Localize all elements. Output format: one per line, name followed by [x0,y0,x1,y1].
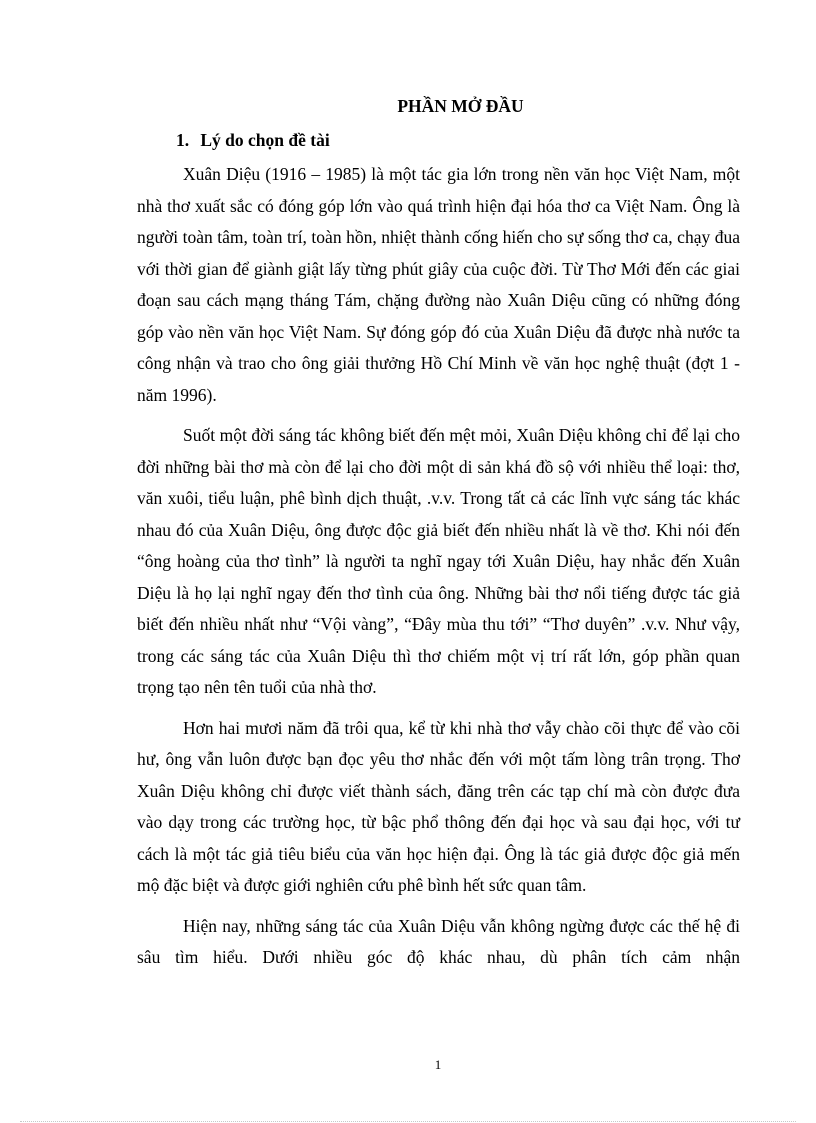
section-label: Lý do chọn đề tài [200,130,330,150]
paragraph: Hơn hai mươi năm đã trôi qua, kể từ khi nhà thơ vẫy chào cõi thực để vào cõi hư, ông vẫn luôn được bạn đọc yêu thơ nhắc đến với một tấm lòng trân trọng. Thơ Xuân Diệu không chỉ được viết thành sách, đăng trên các tạp chí mà còn được đưa vào dạy trong các trường học, từ bậc phổ thông đến đại học và sau đại học, với tư cách là một tác giả tiêu biểu của văn học hiện đại. Ông là tác giả được độc giả mến mộ đặc biệt và được giới nghiên cứu phê bình hết sức quan tâm. [137,717,740,895]
page-number: 1 [434,1057,442,1072]
page-divider [20,1121,796,1122]
paragraph: Xuân Diệu (1916 – 1985) là một tác gia lớn trong nền văn học Việt Nam, một nhà thơ xuất sắc có đóng góp lớn vào quá trình hiện đại hóa thơ ca Việt Nam. Ông là người toàn tâm, toàn trí, toàn hồn, nhiệt thành cống hiến cho sự sống thơ ca, chạy đua với thời gian để giành giật lấy từng phút giây của cuộc đời. Từ Thơ Mới đến các giai đoạn sau cách mạng tháng Tám, chặng đường nào Xuân Diệu cũng có những đóng góp vào nền văn học Việt Nam. Sự đóng góp đó của Xuân Diệu đã được nhà nước ta công nhận và trao cho ông giải thưởng Hồ Chí Minh về văn học nghệ thuật (đợt 1 - năm 1996). [137,164,740,405]
body-text [137,159,740,983]
paragraph: Suốt một đời sáng tác không biết đến mệt mỏi, Xuân Diệu không chỉ để lại cho đời những bài thơ mà còn để lại cho đời một di sản khá đồ sộ với nhiều thể loại: thơ, văn xuôi, tiểu luận, phê bình dịch thuật, .v.v. Trong tất cả các lĩnh vực sáng tác khác nhau đó của Xuân Diệu, ông được độc giả biết đến nhiều nhất là về thơ. Khi nói đến “ông hoàng của thơ tình” là người ta nghĩ ngay tới Xuân Diệu, hay nhắc đến Xuân Diệu là họ lại nghĩ ngay đến thơ tình của ông. Những bài thơ nổi tiếng được tác giả biết đến nhiều nhất như “Vội vàng”, “Đây mùa thu tới” “Thơ duyên” .v.v. Như vậy, trong các sáng tác của Xuân Diệu thì thơ chiếm một vị trí rất lớn, góp phần quan trọng tạo nên tên tuổi của nhà thơ. [137,425,740,697]
section-number: 1. [176,130,190,150]
page-title: PHẦN MỞ ĐẦU [397,96,524,116]
section-heading [176,126,330,154]
paragraph: Hiện nay, những sáng tác của Xuân Diệu vẫn không ngừng được các thế hệ đi sâu tìm hiểu. Dưới nhiều góc độ khác nhau, dù phân tích cảm nhận [137,915,740,967]
